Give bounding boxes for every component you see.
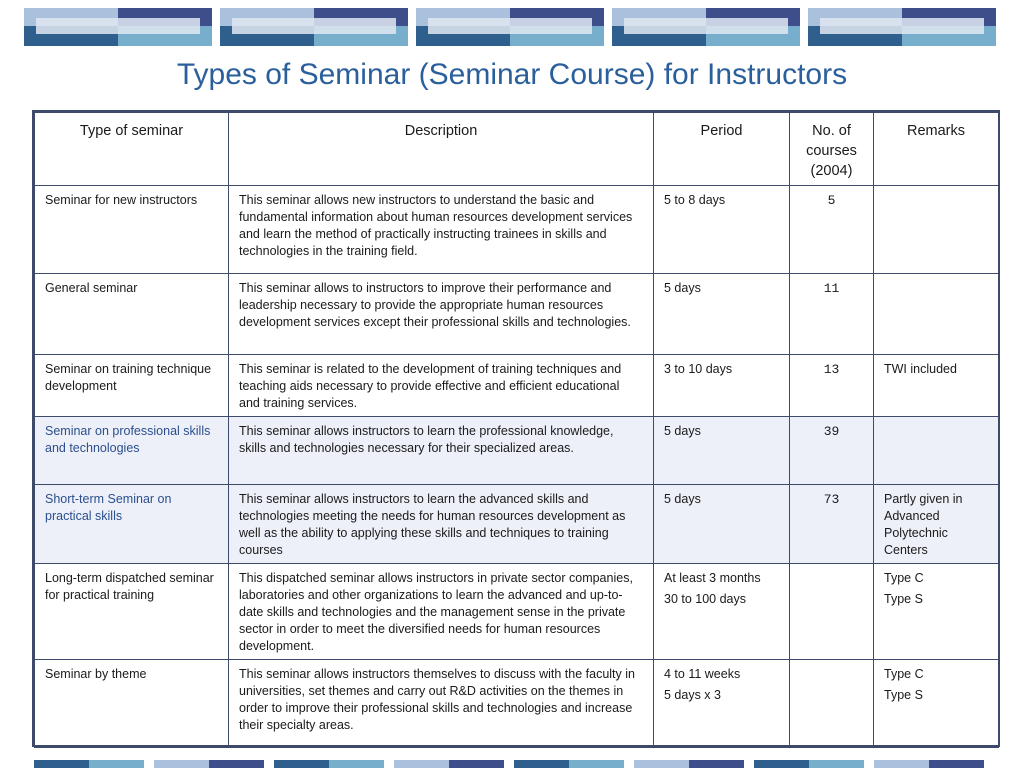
remarks-cell-line: Type S: [884, 688, 923, 702]
seminar-table: [34, 112, 999, 748]
table-body: [35, 186, 999, 748]
banner-tile: [416, 8, 604, 46]
remarks-cell-line: Type S: [884, 592, 923, 606]
remarks-cell: [874, 186, 999, 274]
table-row: [35, 485, 999, 564]
description-cell: This seminar allows instructors to learn the advanced skills and technologies meeting the needs for human resources development as well as the ability to applying these skills and techniques to training courses: [229, 485, 654, 564]
banner-tile: [612, 8, 800, 46]
header-period: Period: [654, 113, 790, 186]
courses-count-cell: 5: [790, 186, 874, 274]
banner-tile: [808, 8, 996, 46]
period-cell-line: 30 to 100 days: [664, 592, 747, 606]
courses-count-cell: 13: [790, 355, 874, 417]
remarks-cell: [874, 274, 999, 355]
table-row: [35, 660, 999, 748]
courses-count-cell: [790, 564, 874, 660]
remarks-cell: [874, 417, 999, 485]
courses-count-cell: 39: [790, 417, 874, 485]
period-cell-line: 4 to 11 weeks: [664, 667, 741, 681]
period-cell: [654, 485, 790, 564]
period-cell: [654, 186, 790, 274]
description-cell: This seminar allows instructors to learn the professional knowledge, skills and technologies necessary for their specialized areas.: [229, 417, 654, 485]
period-cell: [654, 417, 790, 485]
seminar-type-cell: Seminar on professional skills and technologies: [35, 417, 229, 485]
description-cell: This seminar allows instructors themselves to discuss with the faculty in universities, set themes and carry out R&D activities on the themes in order to improve their professional skills and technologies and increase their specialty areas.: [229, 660, 654, 748]
description-cell: This dispatched seminar allows instructors in private sector companies, laboratories and other organizations to learn the advanced and up-to-date skills and technologies and the management sense in the private sector in order to meet the diversified needs for human resources development.: [229, 564, 654, 660]
seminar-type-cell: Short-term Seminar on practical skills: [35, 485, 229, 564]
description-cell: This seminar allows to instructors to improve their performance and leadership necessary to provide the appropriate human resources development services except their professional skills and technologies.: [229, 274, 654, 355]
period-cell-line: 5 to 8 days: [664, 193, 726, 207]
table-row: [35, 417, 999, 485]
courses-count-cell: [790, 660, 874, 748]
table-row: [35, 274, 999, 355]
remarks-cell-line: Partly given in Advanced Polytechnic Centers: [884, 492, 963, 557]
slide-title: Types of Seminar (Seminar Course) for Instructors: [176, 58, 848, 91]
banner-tile: [220, 8, 408, 46]
header-remarks: Remarks: [874, 113, 999, 186]
remarks-cell-line: Type C: [884, 667, 924, 681]
seminar-type-cell: Long-term dispatched seminar for practical training: [35, 564, 229, 660]
seminar-type-cell: Seminar by theme: [35, 660, 229, 748]
bottom-decorative-banner: [0, 758, 1024, 768]
banner-strip: [514, 760, 624, 768]
header-description: Description: [229, 113, 654, 186]
banner-strip: [34, 760, 144, 768]
table-header-row: [35, 113, 999, 186]
period-cell: [654, 660, 790, 748]
table-row: [35, 186, 999, 274]
banner-strip: [634, 760, 744, 768]
period-cell-line: 5 days: [664, 492, 701, 506]
seminar-type-cell: Seminar for new instructors: [35, 186, 229, 274]
seminar-type-cell: Seminar on training technique development: [35, 355, 229, 417]
remarks-cell-line: Type C: [884, 571, 924, 585]
courses-count-cell: 11: [790, 274, 874, 355]
banner-strip: [154, 760, 264, 768]
period-cell: [654, 355, 790, 417]
banner-strip: [394, 760, 504, 768]
seminar-table-frame: [32, 110, 1000, 747]
header-no-of-courses: No. of courses (2004): [790, 113, 874, 186]
banner-strip: [874, 760, 984, 768]
banner-tile: [24, 8, 212, 46]
description-cell: This seminar allows new instructors to understand the basic and fundamental information about human resources development services and learn the method of practically instructing trainees in skills and technologies in the training field.: [229, 186, 654, 274]
description-cell: This seminar is related to the development of training techniques and teaching aids necessary to provide effective and efficient educational and training services.: [229, 355, 654, 417]
header-type-of-seminar: Type of seminar: [35, 113, 229, 186]
courses-count-cell: 73: [790, 485, 874, 564]
period-cell: [654, 274, 790, 355]
remarks-cell: [874, 355, 999, 417]
remarks-cell: [874, 660, 999, 748]
remarks-cell: [874, 485, 999, 564]
period-cell-line: 5 days: [664, 281, 701, 295]
period-cell-line: 3 to 10 days: [664, 362, 733, 376]
period-cell: [654, 564, 790, 660]
remarks-cell: [874, 564, 999, 660]
period-cell-line: 5 days x 3: [664, 688, 721, 702]
banner-strip: [754, 760, 864, 768]
period-cell-line: 5 days: [664, 424, 701, 438]
banner-strip: [274, 760, 384, 768]
period-cell-line: At least 3 months: [664, 571, 761, 585]
seminar-type-cell: General seminar: [35, 274, 229, 355]
table-row: [35, 355, 999, 417]
top-decorative-banner: [0, 0, 1024, 50]
remarks-cell-line: TWI included: [884, 362, 957, 376]
table-row: [35, 564, 999, 660]
